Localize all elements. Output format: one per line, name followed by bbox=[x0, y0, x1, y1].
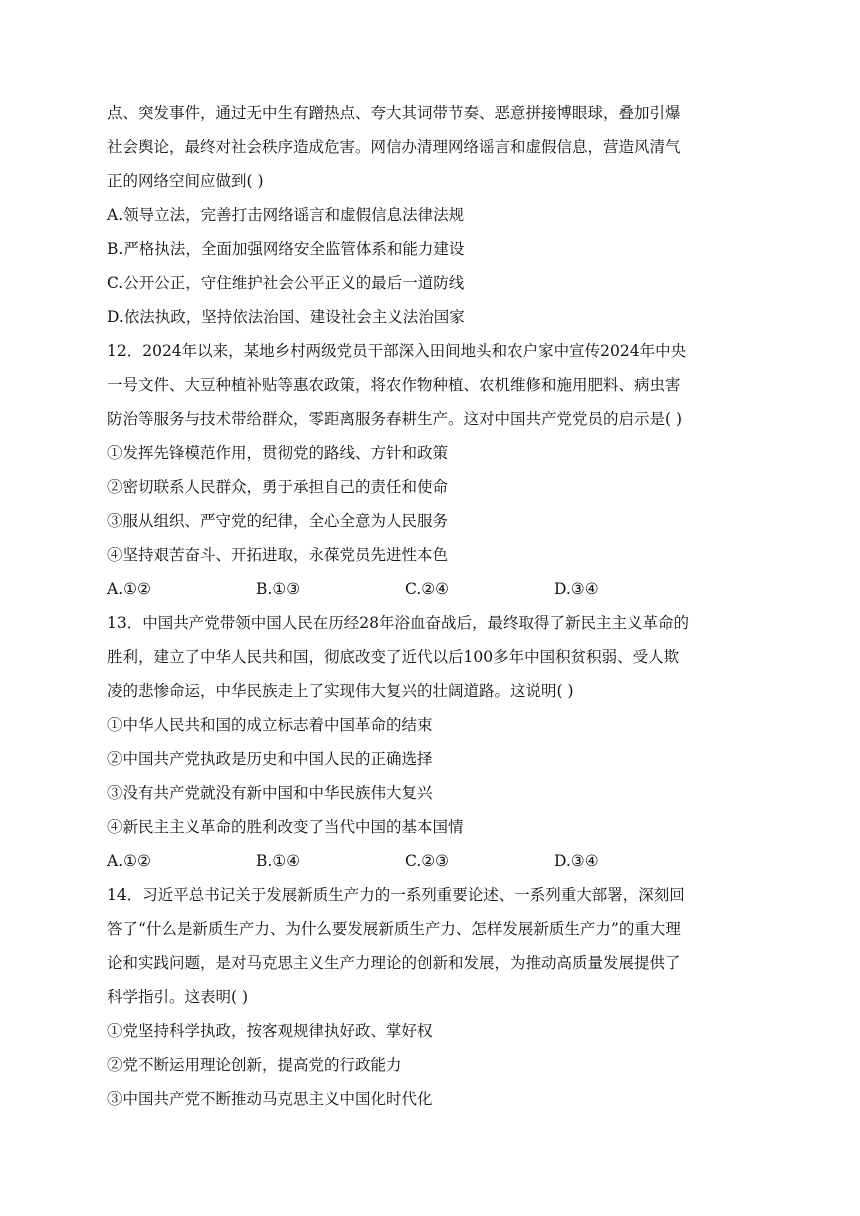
stem-line: 科学指引。这表明( ) bbox=[107, 988, 249, 1006]
stem-line: 正的网络空间应做到( ) bbox=[107, 172, 264, 190]
answer-d: D.③④ bbox=[554, 580, 599, 598]
question-12-answers bbox=[107, 572, 757, 606]
answer-c: C.②④ bbox=[405, 580, 450, 598]
question-13-answers bbox=[107, 844, 757, 878]
question-14-statements bbox=[107, 1014, 757, 1116]
stem-line: 点、突发事件，通过无中生有蹭热点、夸大其词带节奏、恶意拼接博眼球，叠加引爆 bbox=[107, 104, 681, 122]
question-11-options bbox=[107, 198, 757, 334]
statement-3: ③中国共产党不断推动马克思主义中国化时代化 bbox=[107, 1090, 433, 1108]
statement-1: ①党坚持科学执政，按客观规律执好政、掌好权 bbox=[107, 1022, 433, 1040]
statement-3: ③没有共产党就没有新中国和中华民族伟大复兴 bbox=[107, 784, 433, 802]
question-13-statements bbox=[107, 708, 757, 844]
document-page bbox=[107, 96, 757, 1116]
stem-line: 13．中国共产党带领中国人民在历经28年浴血奋战后，最终取得了新民主主义革命的 bbox=[107, 614, 689, 632]
answer-a: A.①② bbox=[107, 852, 151, 870]
option-d: D.依法执政，坚持依法治国、建设社会主义法治国家 bbox=[107, 308, 465, 326]
statement-3: ③服从组织、严守党的纪律，全心全意为人民服务 bbox=[107, 512, 449, 530]
answer-b: B.①③ bbox=[256, 580, 301, 598]
question-12-stem bbox=[107, 334, 757, 436]
statement-1: ①发挥先锋模范作用，贯彻党的路线、方针和政策 bbox=[107, 444, 449, 462]
statement-1: ①中华人民共和国的成立标志着中国革命的结束 bbox=[107, 716, 433, 734]
statement-2: ②党不断运用理论创新，提高党的行政能力 bbox=[107, 1056, 402, 1074]
question-13-stem bbox=[107, 606, 757, 708]
stem-line: 12．2024年以来，某地乡村两级党员干部深入田间地头和农户家中宣传2024年中央 bbox=[107, 342, 687, 360]
question-11-stem bbox=[107, 96, 757, 198]
stem-line: 凌的悲惨命运，中华民族走上了实现伟大复兴的壮阔道路。这说明( ) bbox=[107, 682, 574, 700]
answer-a: A.①② bbox=[107, 580, 151, 598]
stem-line: 论和实践问题，是对马克思主义生产力理论的创新和发展，为推动高质量发展提供了 bbox=[107, 954, 681, 972]
stem-line: 防治等服务与技术带给群众，零距离服务春耕生产。这对中国共产党党员的启示是( ) bbox=[107, 410, 683, 428]
statement-4: ④新民主主义革命的胜利改变了当代中国的基本国情 bbox=[107, 818, 464, 836]
statement-4: ④坚持艰苦奋斗、开拓进取，永葆党员先进性本色 bbox=[107, 546, 449, 564]
question-12-statements bbox=[107, 436, 757, 572]
answer-c: C.②③ bbox=[405, 852, 450, 870]
answer-b: B.①④ bbox=[256, 852, 301, 870]
statement-2: ②中国共产党执政是历史和中国人民的正确选择 bbox=[107, 750, 433, 768]
option-a: A.领导立法，完善打击网络谣言和虚假信息法律法规 bbox=[107, 206, 465, 224]
stem-line: 一号文件、大豆种植补贴等惠农政策，将农作物种植、农机维修和施用肥料、病虫害 bbox=[107, 376, 681, 394]
stem-line: 答了“什么是新质生产力、为什么要发展新质生产力、怎样发展新质生产力”的重大理 bbox=[107, 920, 681, 938]
option-c: C.公开公正，守住维护社会公平正义的最后一道防线 bbox=[107, 274, 465, 292]
option-b: B.严格执法，全面加强网络安全监管体系和能力建设 bbox=[107, 240, 465, 258]
statement-2: ②密切联系人民群众，勇于承担自己的责任和使命 bbox=[107, 478, 449, 496]
stem-line: 胜利，建立了中华人民共和国，彻底改变了近代以后100多年中国积贫积弱、受人欺 bbox=[107, 648, 680, 666]
answer-d: D.③④ bbox=[554, 852, 599, 870]
stem-line: 14．习近平总书记关于发展新质生产力的一系列重要论述、一系列重大部署，深刻回 bbox=[107, 886, 685, 904]
stem-line: 社会舆论，最终对社会秩序造成危害。网信办清理网络谣言和虚假信息，营造风清气 bbox=[107, 138, 681, 156]
question-14-stem bbox=[107, 878, 757, 1014]
